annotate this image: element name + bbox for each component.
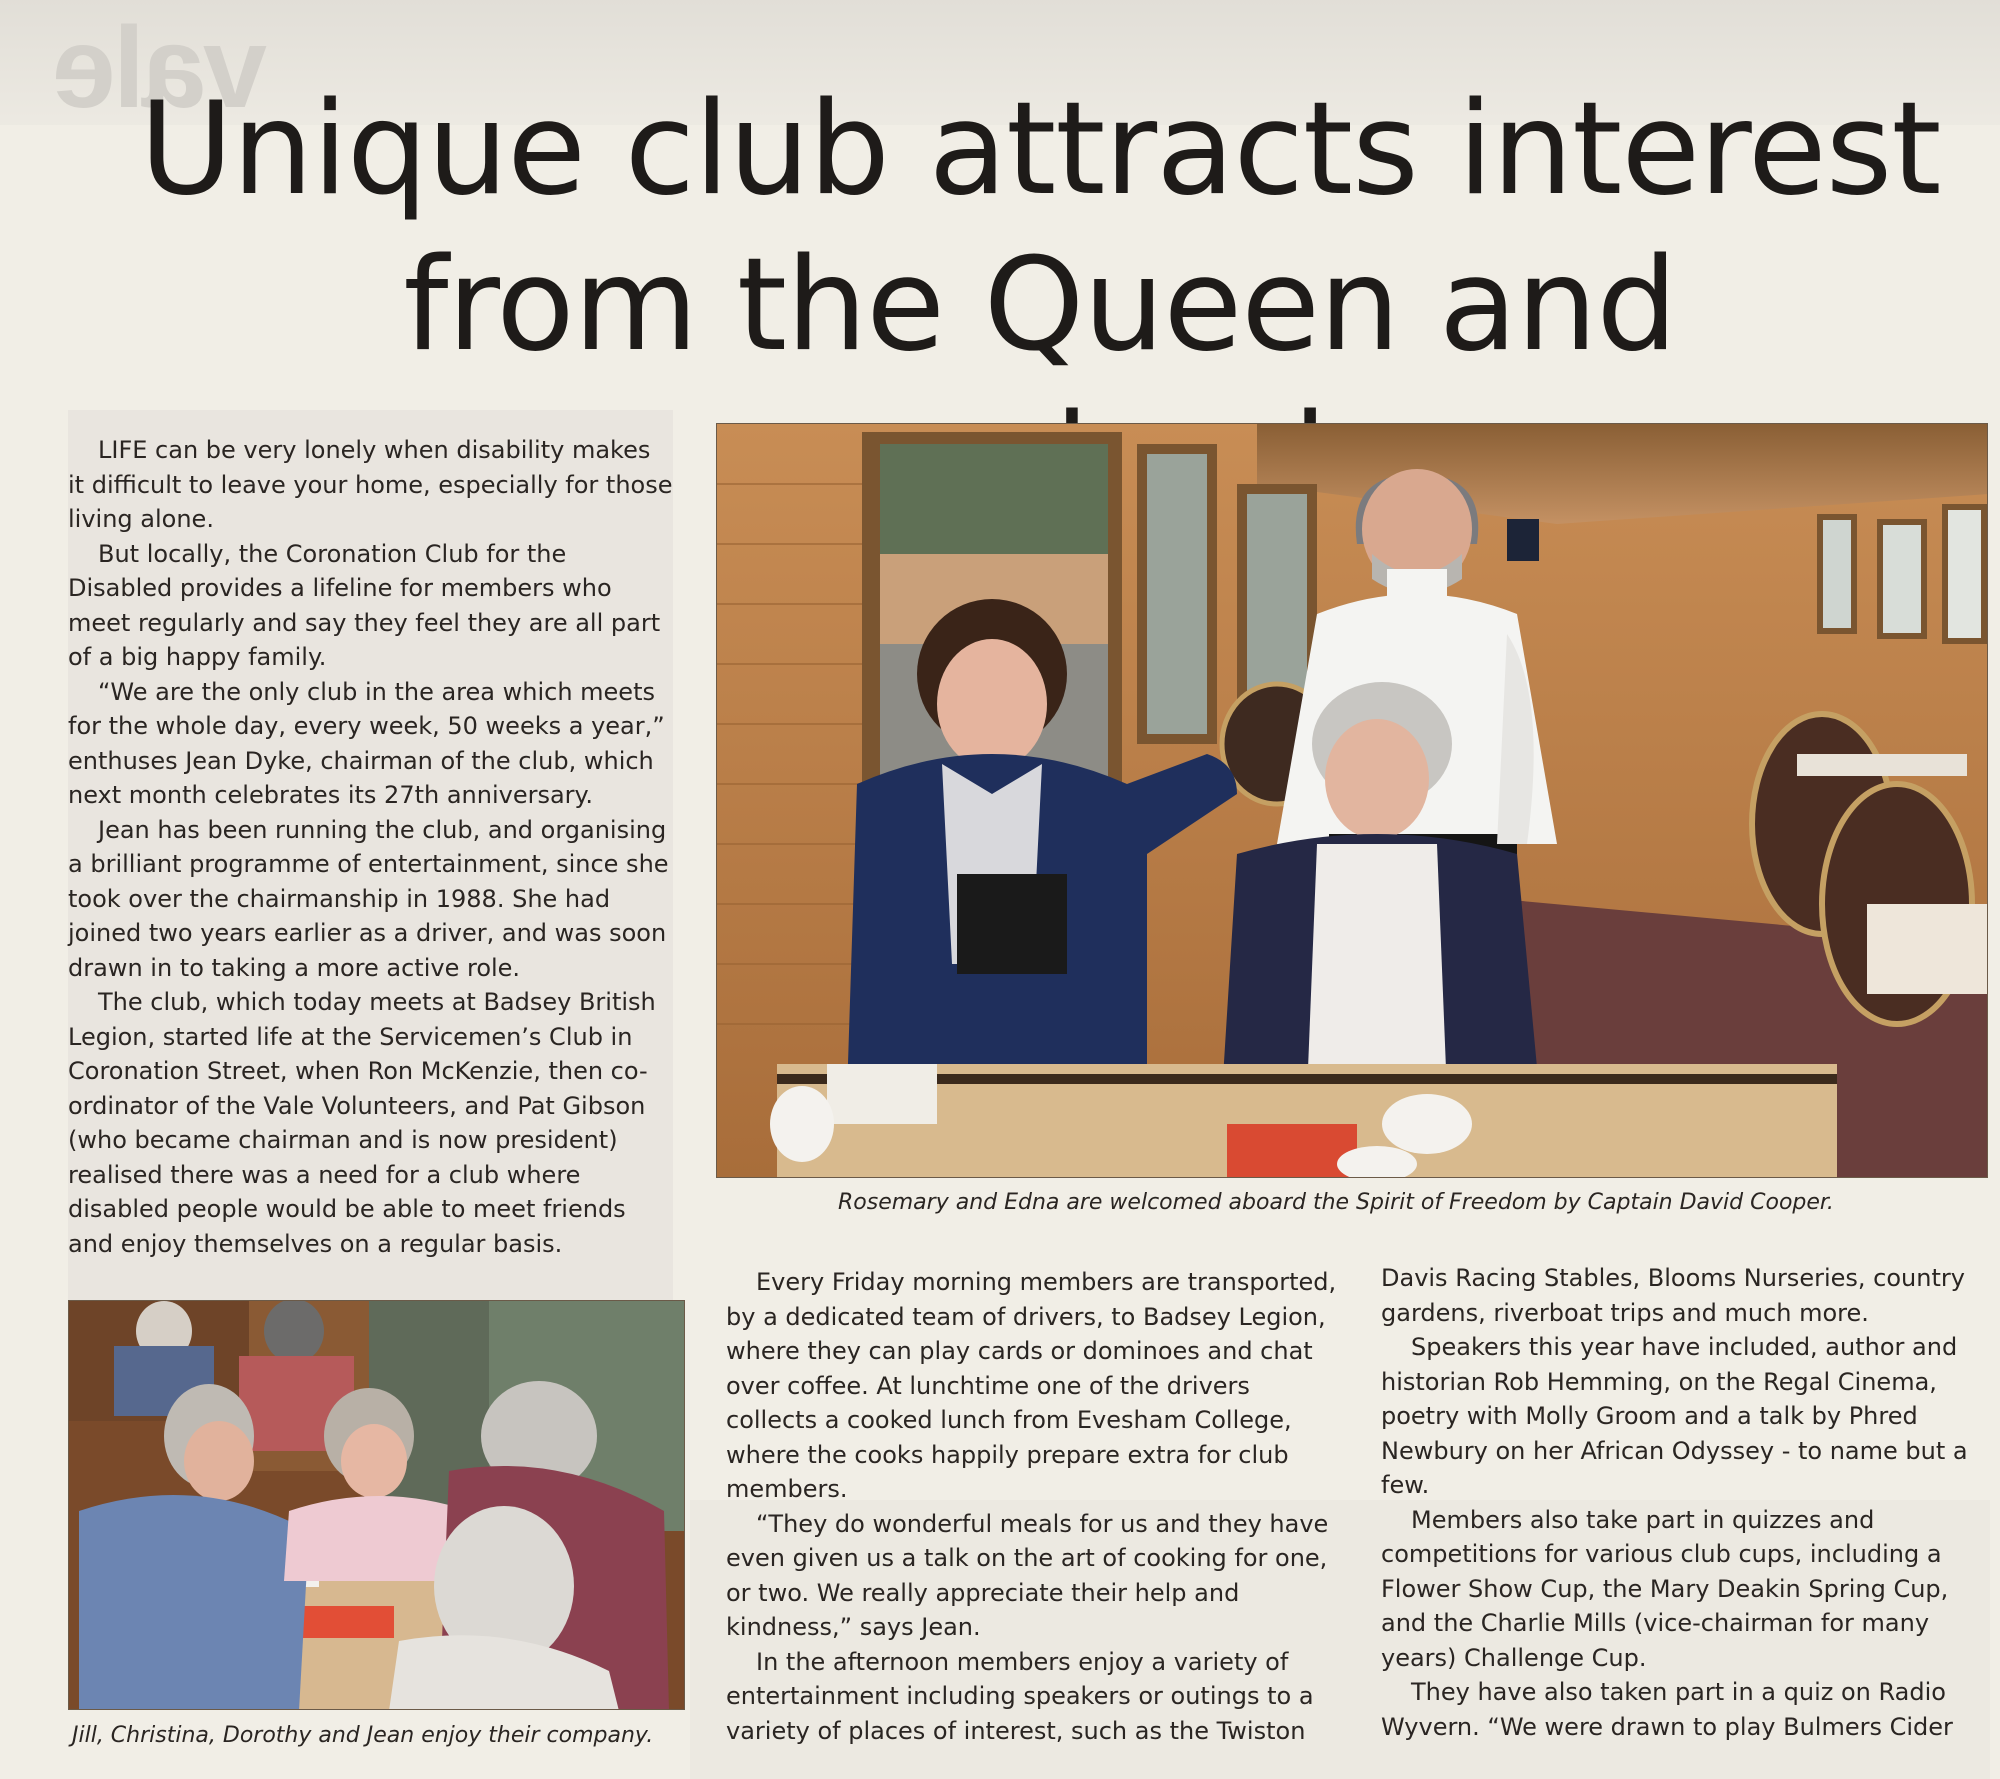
paragraph: Every Friday morning members are transported, by a dedicated team of drivers, to Badsey Legion, where they can play cards or dominoes and chat over coffee. At lunchtime one of the drivers collects a cooked lunch from Evesham College, where the cooks happily prepare extra for club members. bbox=[726, 1268, 1337, 1503]
headline-line-1: Unique club attracts interest bbox=[139, 75, 1941, 224]
table-group-photo bbox=[69, 1301, 685, 1710]
article-column-middle bbox=[726, 1265, 1346, 1748]
paragraph: They have also taken part in a quiz on Radio Wyvern. “We were drawn to play Bulmers Cider bbox=[1381, 1678, 1953, 1741]
paragraph: “They do wonderful meals for us and they have even given us a talk on the art of cooking for one, or two. We really appreciate their help and kindness,” says Jean. bbox=[726, 1509, 1329, 1641]
headline-line-2: from the Queen and bbox=[403, 231, 1677, 380]
main-photo-caption: Rosemary and Edna are welcomed aboard the Spirit of Freedom by Captain David Cooper. bbox=[838, 1190, 1834, 1215]
small-photo bbox=[68, 1300, 685, 1710]
paragraph: LIFE can be very lonely when disability makes it difficult to leave your home, especially for those living alone. bbox=[68, 436, 673, 533]
paragraph: Speakers this year have included, author and historian Rob Hemming, on the Regal Cinema, poetry with Molly Groom and a talk by Phred Newbury on her African Odyssey - to name but a few. bbox=[1381, 1333, 1968, 1499]
paragraph: Davis Racing Stables, Blooms Nurseries, country gardens, riverboat trips and much more. bbox=[1381, 1264, 1965, 1327]
paragraph: Members also take part in quizzes and competitions for various club cups, including a Flower Show Cup, the Mary Deakin Spring Cup, and the Charlie Mills (vice-chairman for many years) Challenge Cup. bbox=[1381, 1505, 1949, 1672]
bleed-through-masthead: vale bbox=[55, 4, 267, 132]
article-column-left bbox=[68, 433, 673, 1261]
main-photo bbox=[716, 423, 1988, 1178]
small-photo-caption: Jill, Christina, Dorothy and Jean enjoy their company. bbox=[72, 1723, 654, 1748]
paragraph: “We are the only club in the area which meets for the whole day, every week, 50 weeks a year,” enthuses Jean Dyke, chairman of the club, which next month celebrates its 27th anniversary. bbox=[68, 677, 665, 809]
paragraph: But locally, the Coronation Club for the Disabled provides a lifeline for members who meet regularly and say they feel they are all part of a big happy family. bbox=[68, 539, 661, 671]
paragraph: The club, which today meets at Badsey British Legion, started life at the Servicemen’s Club in Coronation Street, when Ron McKenzie, then co-ordinator of the Vale Volunteers, and Pat Gibson (who became chairman and is now president) realised there was a need for a club where disabled people would be able to meet friends and enjoy themselves on a regular basis. bbox=[68, 988, 656, 1258]
boat-interior-photo bbox=[717, 424, 1988, 1178]
paragraph: In the afternoon members enjoy a variety of entertainment including speakers or outings to a variety of places of interest, such as the Twiston bbox=[726, 1647, 1314, 1745]
article-column-right bbox=[1381, 1261, 1991, 1744]
paragraph: Jean has been running the club, and organising a brilliant programme of entertainment, since she took over the chairmanship in 1988. She had joined two years earlier as a driver, and was soon drawn in to taking a more active role. bbox=[68, 815, 669, 982]
